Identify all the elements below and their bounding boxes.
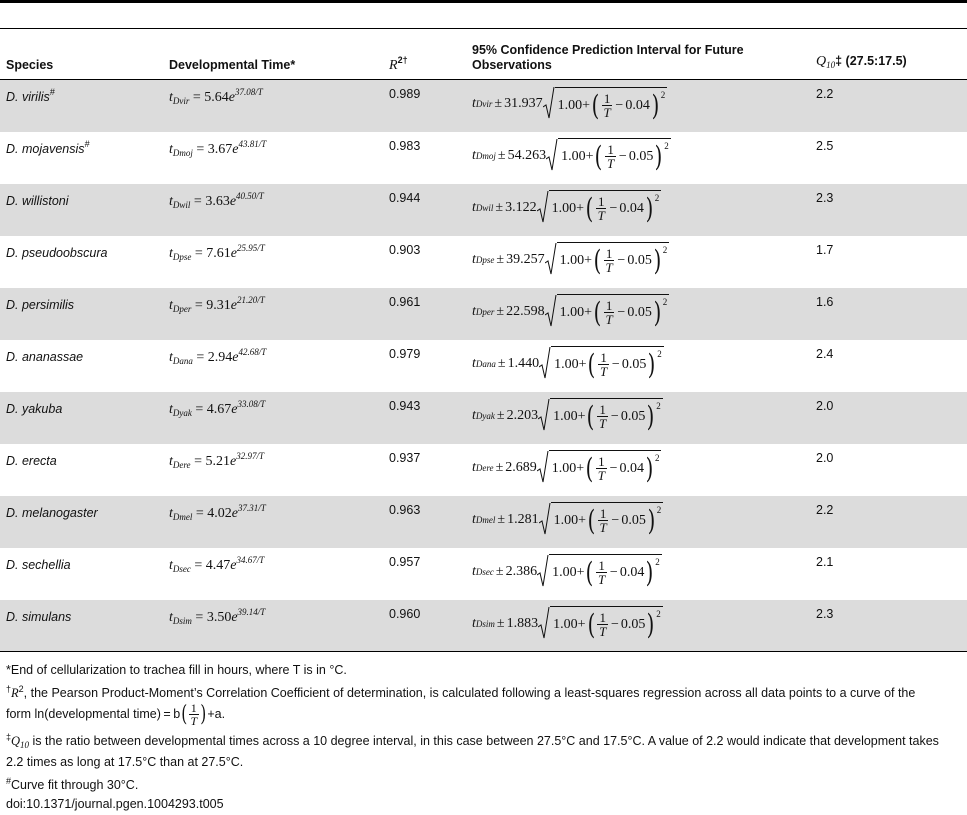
table-header-row xyxy=(0,29,967,80)
developmental-time-cell: $t_{Dwil} = 3.63e^{40.50/T}$ xyxy=(163,184,383,236)
table-row xyxy=(0,340,967,392)
q10-cell: 2.2 xyxy=(810,496,967,548)
species-cell: D. ananassae xyxy=(6,349,84,364)
developmental-time-cell: $t_{Dmoj} = 3.67e^{43.81/T}$ xyxy=(169,138,267,158)
table-row xyxy=(0,236,967,288)
confidence-interval-cell: t Dmel ± 1.281 1.00+ ( $\frac{1}{T}$ − 0.05 ) 2 xyxy=(466,496,810,548)
footnote-hash: #Curve fit through 30°C. xyxy=(6,776,139,792)
radical-sign: 1.00+ ( $\frac{1}{T}$ − 0.05 ) 2 xyxy=(539,346,664,381)
footnote-double-dagger: $^\ddagger Q_{10}$ is the ratio between developmental times across a 10 degree interval, in this case between 27.5°C and 17.5°C. A value of 2.2 would indicate that development takes 2.2 times as long at 17.5°C than at 27.5°C. xyxy=(6,732,939,769)
species-cell: D. virilis# xyxy=(0,80,163,132)
table-row xyxy=(0,496,967,548)
top-rule xyxy=(0,0,967,3)
confidence-interval-cell: t Dmoj ± 54.263 1.00+ ( $\frac{1}{T}$ − 0.05 ) 2 xyxy=(472,140,669,173)
table-body xyxy=(0,80,967,652)
header-r2: $R^{2\dagger}$ xyxy=(383,29,466,80)
confidence-interval-cell: t Dere ± 2.689 1.00+ ( $\frac{1}{T}$ − 0.04 ) 2 xyxy=(472,452,660,485)
confidence-interval-cell: t Dper ± 22.598 1.00+ ( $\frac{1}{T}$ − 0.05 ) 2 xyxy=(466,288,810,340)
q10-cell: 2.0 xyxy=(816,450,834,465)
radical-sign: 1.00+ ( $\frac{1}{T}$ − 0.05 ) 2 xyxy=(538,398,663,433)
q10-cell: 2.0 xyxy=(810,392,967,444)
header-species: Species xyxy=(0,29,163,80)
header-developmental-time: Developmental Time* xyxy=(163,29,383,80)
q10-cell: 2.3 xyxy=(810,184,967,236)
table-row xyxy=(0,392,967,444)
radical-sign: 1.00+ ( $\frac{1}{T}$ − 0.05 ) 2 xyxy=(545,242,670,277)
developmental-time-cell: $t_{Dpse} = 7.61e^{25.95/T}$ xyxy=(169,242,265,262)
table-row xyxy=(0,548,967,600)
r2-cell: 0.963 xyxy=(383,496,466,548)
radical-sign: 1.00+ ( $\frac{1}{T}$ − 0.05 ) 2 xyxy=(538,606,663,641)
table-row xyxy=(0,132,967,184)
q10-cell: 2.5 xyxy=(816,138,834,153)
confidence-interval-cell: t Dwil ± 3.122 1.00+ ( $\frac{1}{T}$ − 0.04 ) 2 xyxy=(466,184,810,236)
footnote-asterisk: *End of cellularization to trachea fill in hours, where T is in °C. xyxy=(6,663,347,677)
developmental-time-cell: $t_{Dana} = 2.94e^{42.68/T}$ xyxy=(169,346,267,366)
table-row xyxy=(0,444,967,496)
table-footnotes xyxy=(6,662,964,815)
q10-cell: 2.2 xyxy=(810,80,967,132)
developmental-time-cell: $t_{Dmel} = 4.02e^{37.31/T}$ xyxy=(163,496,383,548)
confidence-interval-cell: t Dsim ± 1.883 1.00+ ( $\frac{1}{T}$ − 0.05 ) 2 xyxy=(466,600,810,652)
species-cell: D. erecta xyxy=(6,453,57,468)
confidence-interval-cell: t Dsec ± 2.386 1.00+ ( $\frac{1}{T}$ − 0.04 ) 2 xyxy=(472,556,660,589)
species-cell: D. sechellia xyxy=(6,557,71,572)
developmental-time-cell: $t_{Dsim} = 3.50e^{39.14/T}$ xyxy=(163,600,383,652)
species-cell: D. yakuba xyxy=(0,392,163,444)
species-cell: D. persimilis xyxy=(0,288,163,340)
radical-sign: 1.00+ ( $\frac{1}{T}$ − 0.04 ) 2 xyxy=(537,190,662,225)
r2-cell: 0.957 xyxy=(389,554,421,569)
q10-cell: 2.4 xyxy=(816,346,834,361)
confidence-interval-cell: t Dpse ± 39.257 1.00+ ( $\frac{1}{T}$ − 0.05 ) 2 xyxy=(472,244,668,277)
developmental-time-cell: $t_{Dvir} = 5.64e^{37.08/T}$ xyxy=(163,80,383,132)
species-cell: D. pseudoobscura xyxy=(6,245,108,260)
table-row xyxy=(0,600,967,652)
footnote-dagger: $^\dagger R^2$, the Pearson Product-Moment’s Correlation Coefficient of determination, is calculated following a least-squares regression across all data points to a curve of the form ln(developmental time) = b( $\frac{1}{T}$ )+a. xyxy=(6,684,916,728)
radical-sign: 1.00+ ( $\frac{1}{T}$ − 0.05 ) 2 xyxy=(546,138,671,173)
r2-cell: 0.989 xyxy=(383,80,466,132)
r2-cell: 0.937 xyxy=(389,450,421,465)
r2-cell: 0.979 xyxy=(389,346,421,361)
q10-cell: 2.3 xyxy=(810,600,967,652)
header-confidence-interval: 95% Confidence Prediction Interval for Future Observations xyxy=(466,29,810,80)
radical-sign: 1.00+ ( $\frac{1}{T}$ − 0.05 ) 2 xyxy=(539,502,664,537)
radical-sign: 1.00+ ( $\frac{1}{T}$ − 0.04 ) 2 xyxy=(537,554,662,589)
developmental-time-table xyxy=(0,28,967,652)
confidence-interval-cell: t Dana ± 1.440 1.00+ ( $\frac{1}{T}$ − 0.05 ) 2 xyxy=(472,348,662,381)
r2-cell: 0.961 xyxy=(383,288,466,340)
species-cell: D. simulans xyxy=(0,600,163,652)
footnote-fraction: $\frac{1}{T}$ xyxy=(190,701,198,728)
confidence-interval-cell: t Dvir ± 31.937 1.00+ ( $\frac{1}{T}$ − 0.04 ) 2 xyxy=(466,80,810,132)
r2-cell: 0.943 xyxy=(383,392,466,444)
table-row xyxy=(0,288,967,340)
table-row xyxy=(0,184,967,236)
r2-cell: 0.944 xyxy=(383,184,466,236)
developmental-time-cell: $t_{Dyak} = 4.67e^{33.08/T}$ xyxy=(163,392,383,444)
doi: doi:10.1371/journal.pgen.1004293.t005 xyxy=(6,797,224,811)
species-cell: D. mojavensis# xyxy=(6,138,90,156)
header-q10: $Q_{10}\ddagger$ (27.5:17.5) xyxy=(810,29,967,80)
q10-cell: 1.6 xyxy=(810,288,967,340)
species-cell: D. willistoni xyxy=(0,184,163,236)
table-row xyxy=(0,80,967,132)
radical-sign: 1.00+ ( $\frac{1}{T}$ − 0.04 ) 2 xyxy=(537,450,662,485)
species-cell: D. melanogaster xyxy=(0,496,163,548)
developmental-time-cell: $t_{Dere} = 5.21e^{32.97/T}$ xyxy=(169,450,264,470)
q10-cell: 1.7 xyxy=(816,242,834,257)
r2-cell: 0.983 xyxy=(389,138,421,153)
q10-cell: 2.1 xyxy=(816,554,834,569)
developmental-time-cell: $t_{Dsec} = 4.47e^{34.67/T}$ xyxy=(169,554,265,574)
r2-cell: 0.960 xyxy=(383,600,466,652)
developmental-time-cell: $t_{Dper} = 9.31e^{21.20/T}$ xyxy=(163,288,383,340)
radical-sign: 1.00+ ( $\frac{1}{T}$ − 0.05 ) 2 xyxy=(545,294,670,329)
radical-sign: 1.00+ ( $\frac{1}{T}$ − 0.04 ) 2 xyxy=(543,87,668,122)
confidence-interval-cell: t Dyak ± 2.203 1.00+ ( $\frac{1}{T}$ − 0.05 ) 2 xyxy=(466,392,810,444)
r2-cell: 0.903 xyxy=(389,242,421,257)
